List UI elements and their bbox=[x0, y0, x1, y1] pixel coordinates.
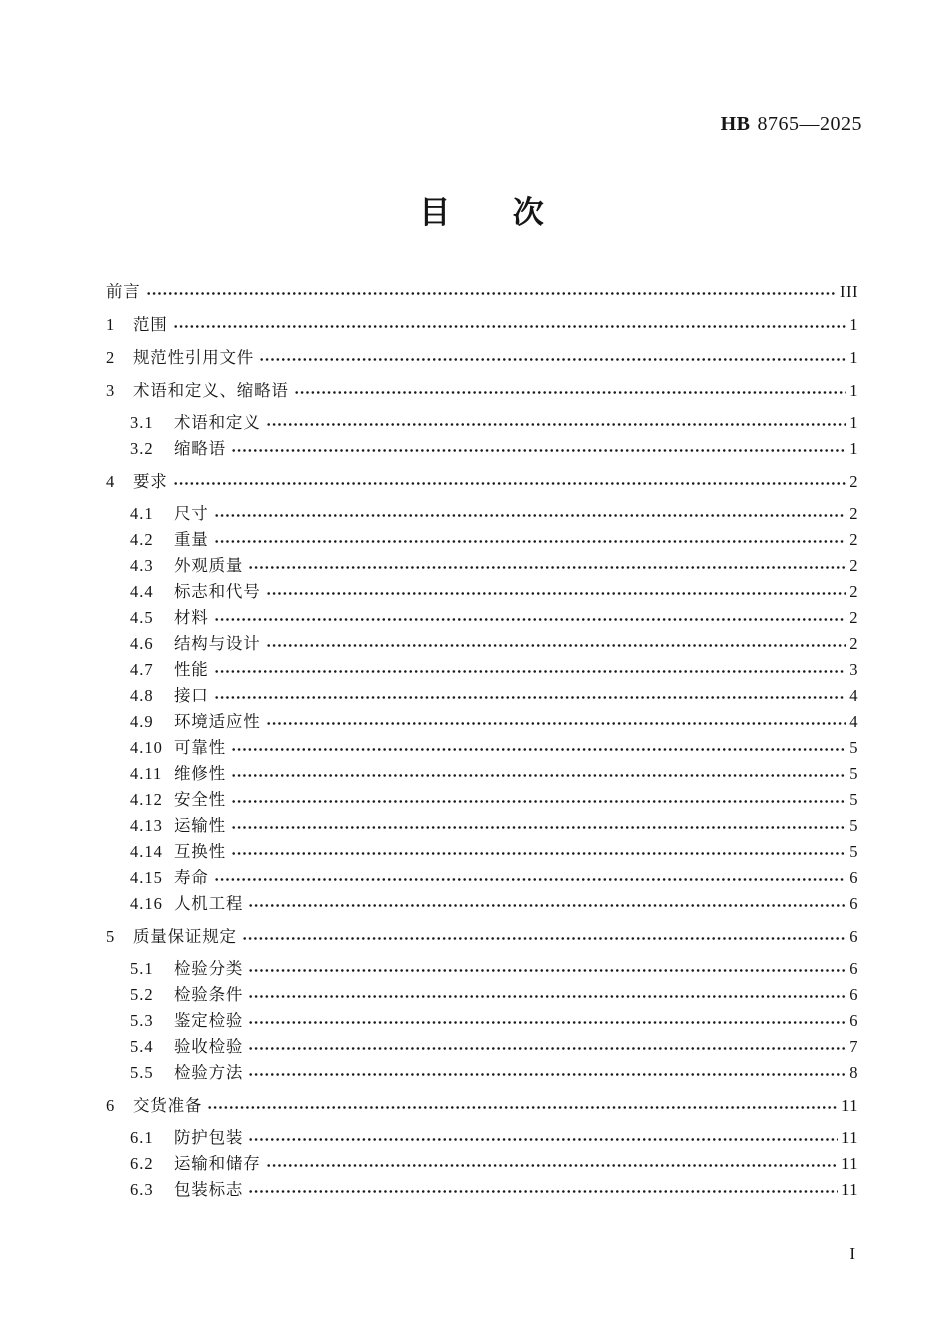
dot-leader bbox=[173, 324, 847, 329]
toc-row bbox=[106, 469, 858, 495]
toc-entry-page: 5 bbox=[849, 842, 858, 861]
toc-entry-label: 规范性引用文件 bbox=[133, 348, 255, 367]
toc-row bbox=[106, 527, 858, 553]
toc-entry-page: 11 bbox=[841, 1128, 858, 1147]
toc-entry-label: 外观质量 bbox=[174, 556, 244, 575]
toc-entry-label: 环境适应性 bbox=[174, 712, 261, 731]
toc-entry-page: 5 bbox=[849, 764, 858, 783]
toc-entry-label: 质量保证规定 bbox=[133, 927, 237, 946]
toc-row bbox=[106, 657, 858, 683]
toc-entry-label: 运输性 bbox=[174, 816, 226, 835]
toc-entry-number: 4 bbox=[106, 472, 116, 491]
toc-entry-label: 标志和代号 bbox=[174, 582, 261, 601]
dot-leader bbox=[266, 1163, 839, 1168]
toc-entry-number: 4.8 bbox=[130, 686, 154, 705]
toc-entry-label: 防护包装 bbox=[174, 1128, 244, 1147]
toc-row bbox=[106, 735, 858, 761]
toc-entry-number: 4.1 bbox=[130, 504, 154, 523]
dot-leader bbox=[214, 513, 847, 518]
dot-leader bbox=[266, 591, 847, 596]
toc-entry-number: 4.13 bbox=[130, 816, 163, 835]
toc-entry-number: 4.14 bbox=[130, 842, 163, 861]
toc-entry-label: 鉴定检验 bbox=[174, 1011, 244, 1030]
toc-entry-label: 可靠性 bbox=[174, 738, 226, 757]
toc-entry-number: 4.7 bbox=[130, 660, 154, 679]
document-code bbox=[721, 113, 862, 136]
toc-row bbox=[106, 813, 858, 839]
toc-row bbox=[106, 761, 858, 787]
toc-entry-page: 5 bbox=[849, 816, 858, 835]
toc-entry-number: 4.10 bbox=[130, 738, 163, 757]
toc-entry-number: 5.1 bbox=[130, 959, 154, 978]
toc-entry-page: 3 bbox=[849, 660, 858, 679]
toc-entry-page: 2 bbox=[849, 556, 858, 575]
toc-row bbox=[106, 865, 858, 891]
toc-entry-label: 寿命 bbox=[174, 868, 209, 887]
dot-leader bbox=[248, 994, 846, 999]
toc-entry-page: 11 bbox=[841, 1180, 858, 1199]
toc-entry-label: 术语和定义、缩略语 bbox=[133, 381, 289, 400]
toc-entry-label: 维修性 bbox=[174, 764, 226, 783]
toc-entry-number: 6.2 bbox=[130, 1154, 154, 1173]
dot-leader bbox=[231, 799, 846, 804]
dot-leader bbox=[231, 773, 846, 778]
toc-entry-page: 6 bbox=[849, 868, 858, 887]
toc-row bbox=[106, 631, 858, 657]
toc-entry-number: 4.2 bbox=[130, 530, 154, 549]
toc-entry-label: 交货准备 bbox=[133, 1096, 203, 1115]
toc-row bbox=[106, 982, 858, 1008]
toc-entry-number: 4.3 bbox=[130, 556, 154, 575]
toc-entry-label: 尺寸 bbox=[174, 504, 209, 523]
toc-entry-number: 4.9 bbox=[130, 712, 154, 731]
dot-leader bbox=[214, 877, 847, 882]
toc-row bbox=[106, 1177, 858, 1203]
toc-entry-number: 5.4 bbox=[130, 1037, 154, 1056]
toc-entry-number: 4.16 bbox=[130, 894, 163, 913]
toc-entry-number: 4.12 bbox=[130, 790, 163, 809]
dot-leader bbox=[248, 1137, 838, 1142]
dot-leader bbox=[231, 851, 846, 856]
toc-entry-label: 互换性 bbox=[174, 842, 226, 861]
toc-row bbox=[106, 891, 858, 917]
toc-entry-label: 人机工程 bbox=[174, 894, 244, 913]
dot-leader bbox=[248, 565, 846, 570]
toc-entry-number: 3 bbox=[106, 381, 116, 400]
toc-entry-number: 3.1 bbox=[130, 413, 154, 432]
toc-entry-page: 4 bbox=[849, 686, 858, 705]
toc-row bbox=[106, 1151, 858, 1177]
toc-row bbox=[106, 553, 858, 579]
toc-row bbox=[106, 436, 858, 462]
document-code-number: 8765—2025 bbox=[757, 113, 862, 135]
toc-entry-page: 4 bbox=[849, 712, 858, 731]
toc-entry-label: 重量 bbox=[174, 530, 209, 549]
toc-entry-page: 7 bbox=[849, 1037, 858, 1056]
dot-leader bbox=[248, 968, 846, 973]
toc-entry-number: 6 bbox=[106, 1096, 116, 1115]
toc-row bbox=[106, 956, 858, 982]
toc-row bbox=[106, 924, 858, 950]
page-title: 目 次 bbox=[419, 195, 545, 230]
dot-leader bbox=[214, 617, 847, 622]
toc-row bbox=[106, 378, 858, 404]
toc-entry-number: 5.5 bbox=[130, 1063, 154, 1082]
dot-leader bbox=[214, 669, 847, 674]
toc-entry-page: 8 bbox=[849, 1063, 858, 1082]
dot-leader bbox=[231, 825, 846, 830]
toc-entry-label: 结构与设计 bbox=[174, 634, 261, 653]
toc-entry-page: 2 bbox=[849, 472, 858, 491]
dot-leader bbox=[248, 1072, 846, 1077]
toc-entry-page: 11 bbox=[841, 1096, 858, 1115]
toc-row bbox=[106, 1008, 858, 1034]
toc-entry-number: 6.1 bbox=[130, 1128, 154, 1147]
dot-leader bbox=[173, 481, 847, 486]
toc-entry-page: 2 bbox=[849, 582, 858, 601]
dot-leader bbox=[266, 643, 847, 648]
toc-entry-page: 1 bbox=[849, 413, 858, 432]
toc-entry-number: 5.2 bbox=[130, 985, 154, 1004]
toc-entry-page: 2 bbox=[849, 504, 858, 523]
toc-entry-number: 5.3 bbox=[130, 1011, 154, 1030]
toc-entry-label: 检验分类 bbox=[174, 959, 244, 978]
dot-leader bbox=[248, 1046, 846, 1051]
dot-leader bbox=[266, 422, 847, 427]
toc-row bbox=[106, 312, 858, 338]
toc-row bbox=[106, 1060, 858, 1086]
dot-leader bbox=[231, 747, 846, 752]
toc-entry-page: 1 bbox=[849, 315, 858, 334]
toc-entry-label: 检验方法 bbox=[174, 1063, 244, 1082]
toc-entry-page: 2 bbox=[849, 530, 858, 549]
dot-leader bbox=[214, 539, 847, 544]
toc-entry-page: 6 bbox=[849, 927, 858, 946]
toc-row bbox=[106, 1125, 858, 1151]
toc-entry-page: 6 bbox=[849, 985, 858, 1004]
dot-leader bbox=[248, 903, 846, 908]
toc-row bbox=[106, 839, 858, 865]
dot-leader bbox=[146, 291, 837, 296]
toc-row bbox=[106, 683, 858, 709]
toc-entry-label: 前言 bbox=[106, 282, 141, 301]
toc-entry-page: 5 bbox=[849, 738, 858, 757]
dot-leader bbox=[214, 695, 847, 700]
toc-entry-label: 接口 bbox=[174, 686, 209, 705]
toc-entry-number: 4.4 bbox=[130, 582, 154, 601]
toc-row bbox=[106, 709, 858, 735]
toc-entry-label: 检验条件 bbox=[174, 985, 244, 1004]
toc-row bbox=[106, 579, 858, 605]
toc-entry-number: 4.15 bbox=[130, 868, 163, 887]
dot-leader bbox=[207, 1105, 838, 1110]
toc-entry-number: 4.5 bbox=[130, 608, 154, 627]
toc-entry-label: 验收检验 bbox=[174, 1037, 244, 1056]
toc-entry-page: 1 bbox=[849, 348, 858, 367]
toc-entry-label: 范围 bbox=[133, 315, 168, 334]
toc-entry-label: 材料 bbox=[174, 608, 209, 627]
dot-leader bbox=[248, 1189, 838, 1194]
toc-entry-page: 6 bbox=[849, 894, 858, 913]
toc-entry-page: 5 bbox=[849, 790, 858, 809]
toc-row bbox=[106, 787, 858, 813]
dot-leader bbox=[294, 390, 847, 395]
toc-entry-label: 包装标志 bbox=[174, 1180, 244, 1199]
toc-entry-label: 术语和定义 bbox=[174, 413, 261, 432]
toc-entry-number: 6.3 bbox=[130, 1180, 154, 1199]
toc-row bbox=[106, 501, 858, 527]
toc-row bbox=[106, 605, 858, 631]
toc-entry-page: III bbox=[840, 282, 858, 301]
toc-entry-page: 2 bbox=[849, 634, 858, 653]
toc-entry-label: 要求 bbox=[133, 472, 168, 491]
toc-entry-label: 运输和储存 bbox=[174, 1154, 261, 1173]
toc-entry-page: 1 bbox=[849, 381, 858, 400]
dot-leader bbox=[266, 721, 847, 726]
toc-entry-label: 安全性 bbox=[174, 790, 226, 809]
toc-entry-number: 1 bbox=[106, 315, 116, 334]
toc-entry-page: 6 bbox=[849, 1011, 858, 1030]
toc-row bbox=[106, 410, 858, 436]
dot-leader bbox=[248, 1020, 846, 1025]
toc-entry-label: 缩略语 bbox=[174, 439, 226, 458]
toc-row bbox=[106, 279, 858, 305]
toc-row bbox=[106, 345, 858, 371]
toc-entry-page: 1 bbox=[849, 439, 858, 458]
dot-leader bbox=[259, 357, 846, 362]
toc-entry-number: 2 bbox=[106, 348, 116, 367]
dot-leader bbox=[231, 448, 846, 453]
toc-entry-page: 2 bbox=[849, 608, 858, 627]
document-code-prefix: HB bbox=[720, 113, 751, 135]
toc-row bbox=[106, 1034, 858, 1060]
toc-entry-number: 4.6 bbox=[130, 634, 154, 653]
toc-entry-number: 4.11 bbox=[130, 764, 163, 783]
toc-row bbox=[106, 1093, 858, 1119]
dot-leader bbox=[242, 936, 846, 941]
toc-entry-page: 6 bbox=[849, 959, 858, 978]
toc-entry-label: 性能 bbox=[174, 660, 209, 679]
toc-entry-number: 3.2 bbox=[130, 439, 154, 458]
toc-list bbox=[106, 272, 858, 1203]
toc-entry-page: 11 bbox=[841, 1154, 858, 1173]
footer-page-number: I bbox=[849, 1244, 855, 1263]
toc-entry-number: 5 bbox=[106, 927, 116, 946]
